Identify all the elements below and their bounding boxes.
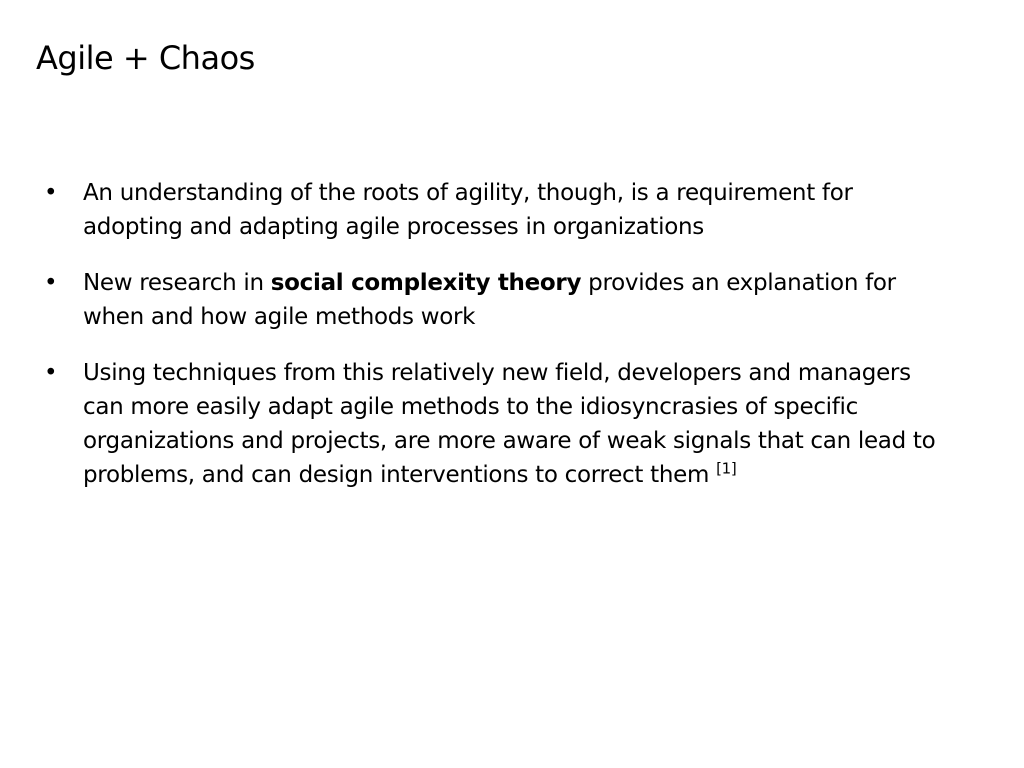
bullet-icon: • — [44, 180, 58, 206]
bullet-text — [83, 266, 954, 334]
slide-title: Agile + Chaos — [36, 39, 255, 77]
highlighted-term: social complexity theory — [270, 270, 582, 296]
list-item — [44, 266, 954, 334]
bullet-text — [83, 356, 954, 492]
list-item — [44, 356, 954, 492]
bullet-text: An understanding of the roots of agility, though, is a requirement for adopting and adapting agile processes in organizations — [83, 180, 853, 240]
bullet-text-start: New research in — [83, 270, 271, 296]
bullet-list — [44, 176, 954, 514]
citation-reference: [1] — [716, 459, 737, 478]
bullet-text-body: Using techniques from this relatively new field, developers and managers can more easily adapt agile methods to the idiosyncrasies of specific organizations and projects, are more aware of weak signals that can lead to problems, and can design interventions to correct them — [83, 360, 936, 488]
bullet-icon: • — [44, 270, 58, 296]
bullet-text-end: provides an explanation for when and how agile methods work — [83, 270, 896, 330]
list-item — [44, 176, 954, 244]
bullet-icon: • — [44, 360, 58, 386]
